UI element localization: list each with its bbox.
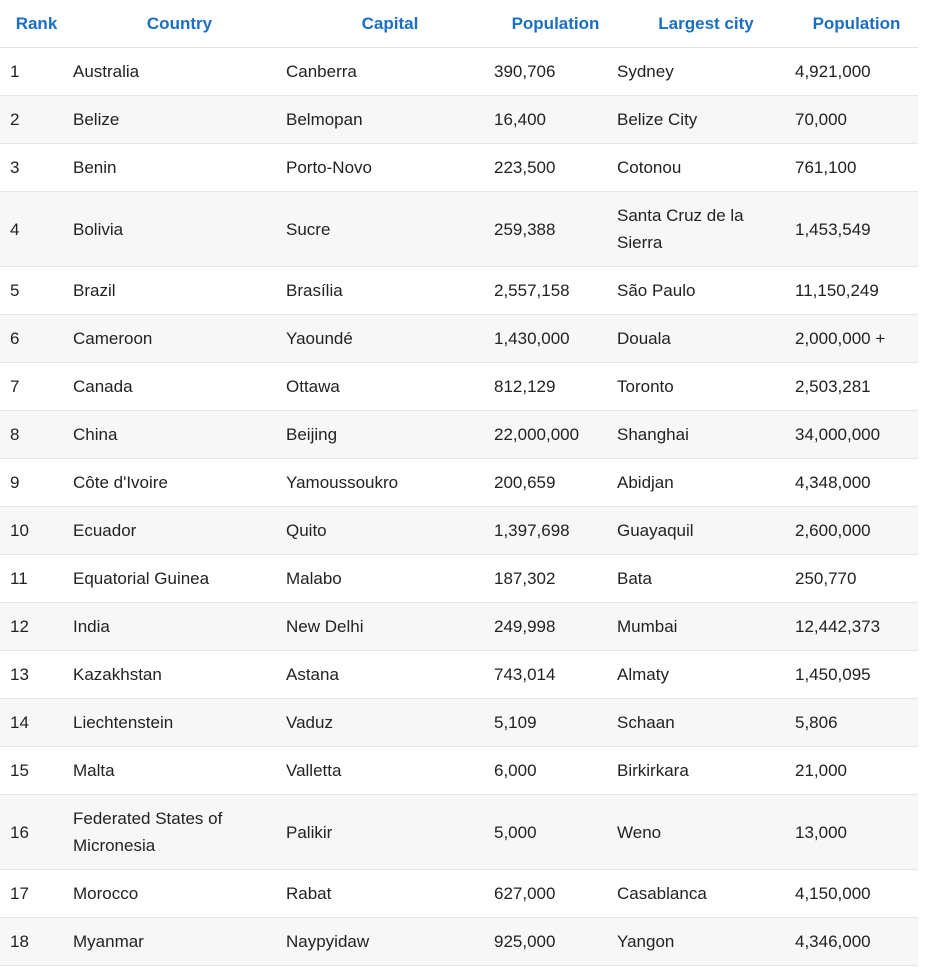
cell-largest-city: Bata (617, 555, 795, 603)
cell-largest-city: Schaan (617, 699, 795, 747)
cell-rank: 12 (0, 603, 73, 651)
header-capital-population[interactable]: Population (494, 0, 617, 48)
cell-country: Australia (73, 48, 286, 96)
cell-city-population: 250,770 (795, 555, 918, 603)
table-row (0, 507, 918, 555)
cell-country: Ecuador (73, 507, 286, 555)
cell-country: India (73, 603, 286, 651)
cell-country: Morocco (73, 870, 286, 918)
cell-rank: 5 (0, 267, 73, 315)
table-row (0, 459, 918, 507)
cell-city-population: 34,000,000 (795, 411, 918, 459)
cell-largest-city: Sydney (617, 48, 795, 96)
cell-capital: Brasília (286, 267, 494, 315)
table-row (0, 363, 918, 411)
cell-capital-population: 2,557,158 (494, 267, 617, 315)
cell-capital: New Delhi (286, 603, 494, 651)
cell-capital-population: 1,430,000 (494, 315, 617, 363)
cell-largest-city: Birkirkara (617, 747, 795, 795)
table-row (0, 870, 918, 918)
cell-country: Cameroon (73, 315, 286, 363)
table-row (0, 315, 918, 363)
cell-largest-city: Santa Cruz de la Sierra (617, 192, 795, 267)
cell-country: Equatorial Guinea (73, 555, 286, 603)
cell-capital-population: 16,400 (494, 96, 617, 144)
cell-capital-population: 5,109 (494, 699, 617, 747)
cell-capital: Porto-Novo (286, 144, 494, 192)
cell-rank: 16 (0, 795, 73, 870)
cell-rank: 1 (0, 48, 73, 96)
cell-largest-city: Abidjan (617, 459, 795, 507)
cell-city-population: 21,000 (795, 747, 918, 795)
cell-country: Myanmar (73, 918, 286, 966)
cell-city-population: 4,150,000 (795, 870, 918, 918)
cell-capital: Sucre (286, 192, 494, 267)
cell-capital: Astana (286, 651, 494, 699)
cell-capital-population: 5,000 (494, 795, 617, 870)
table-row (0, 411, 918, 459)
cell-rank: 10 (0, 507, 73, 555)
cell-capital-population: 200,659 (494, 459, 617, 507)
cell-city-population: 1,450,095 (795, 651, 918, 699)
table-row (0, 651, 918, 699)
cell-city-population: 4,348,000 (795, 459, 918, 507)
cell-capital-population: 925,000 (494, 918, 617, 966)
cell-rank: 17 (0, 870, 73, 918)
cell-city-population: 4,921,000 (795, 48, 918, 96)
table-row (0, 699, 918, 747)
cell-capital: Valletta (286, 747, 494, 795)
cell-capital: Vaduz (286, 699, 494, 747)
cell-rank: 2 (0, 96, 73, 144)
table-row (0, 603, 918, 651)
cell-country: Côte d'Ivoire (73, 459, 286, 507)
cell-capital: Naypyidaw (286, 918, 494, 966)
cell-country: Liechtenstein (73, 699, 286, 747)
table-row (0, 96, 918, 144)
cell-rank: 4 (0, 192, 73, 267)
cell-capital-population: 223,500 (494, 144, 617, 192)
cell-capital: Palikir (286, 795, 494, 870)
cell-capital: Quito (286, 507, 494, 555)
cell-rank: 11 (0, 555, 73, 603)
table-row (0, 918, 918, 966)
table-row (0, 48, 918, 96)
cell-capital-population: 743,014 (494, 651, 617, 699)
cell-rank: 3 (0, 144, 73, 192)
cell-city-population: 2,600,000 (795, 507, 918, 555)
cell-country: Belize (73, 96, 286, 144)
cell-country: Bolivia (73, 192, 286, 267)
cell-city-population: 13,000 (795, 795, 918, 870)
header-row (0, 0, 918, 48)
cell-capital: Yamoussoukro (286, 459, 494, 507)
table-row (0, 267, 918, 315)
cell-largest-city: Weno (617, 795, 795, 870)
cell-capital: Belmopan (286, 96, 494, 144)
header-city-population[interactable]: Population (795, 0, 918, 48)
cell-largest-city: Shanghai (617, 411, 795, 459)
cell-capital: Ottawa (286, 363, 494, 411)
table-row (0, 192, 918, 267)
cell-capital-population: 187,302 (494, 555, 617, 603)
cell-rank: 18 (0, 918, 73, 966)
cell-capital-population: 627,000 (494, 870, 617, 918)
cell-rank: 8 (0, 411, 73, 459)
table-row (0, 795, 918, 870)
cell-largest-city: Toronto (617, 363, 795, 411)
cell-largest-city: Belize City (617, 96, 795, 144)
cell-country: China (73, 411, 286, 459)
cell-capital: Beijing (286, 411, 494, 459)
cell-city-population: 761,100 (795, 144, 918, 192)
cell-largest-city: Douala (617, 315, 795, 363)
cell-largest-city: São Paulo (617, 267, 795, 315)
cell-city-population: 12,442,373 (795, 603, 918, 651)
cell-country: Malta (73, 747, 286, 795)
cell-largest-city: Yangon (617, 918, 795, 966)
cell-largest-city: Casablanca (617, 870, 795, 918)
cell-rank: 15 (0, 747, 73, 795)
cell-capital-population: 259,388 (494, 192, 617, 267)
cell-city-population: 11,150,249 (795, 267, 918, 315)
header-largest-city[interactable]: Largest city (617, 0, 795, 48)
cell-city-population: 4,346,000 (795, 918, 918, 966)
cell-country: Kazakhstan (73, 651, 286, 699)
cell-capital: Malabo (286, 555, 494, 603)
cell-largest-city: Mumbai (617, 603, 795, 651)
cell-city-population: 2,000,000 + (795, 315, 918, 363)
cell-capital-population: 6,000 (494, 747, 617, 795)
cell-country: Brazil (73, 267, 286, 315)
header-country[interactable]: Country (73, 0, 286, 48)
cell-country: Benin (73, 144, 286, 192)
table-row (0, 144, 918, 192)
cell-capital: Yaoundé (286, 315, 494, 363)
table-header (0, 0, 918, 48)
cell-capital-population: 390,706 (494, 48, 617, 96)
cell-rank: 6 (0, 315, 73, 363)
cell-country: Federated States of Micronesia (73, 795, 286, 870)
table-body (0, 48, 918, 966)
cell-rank: 9 (0, 459, 73, 507)
cell-city-population: 70,000 (795, 96, 918, 144)
cell-city-population: 1,453,549 (795, 192, 918, 267)
cell-rank: 13 (0, 651, 73, 699)
cell-city-population: 2,503,281 (795, 363, 918, 411)
cell-city-population: 5,806 (795, 699, 918, 747)
cell-capital: Canberra (286, 48, 494, 96)
cell-rank: 7 (0, 363, 73, 411)
cell-capital-population: 812,129 (494, 363, 617, 411)
cell-capital-population: 249,998 (494, 603, 617, 651)
cell-largest-city: Guayaquil (617, 507, 795, 555)
header-rank[interactable]: Rank (0, 0, 73, 48)
header-capital[interactable]: Capital (286, 0, 494, 48)
cell-country: Canada (73, 363, 286, 411)
cell-largest-city: Almaty (617, 651, 795, 699)
cell-capital: Rabat (286, 870, 494, 918)
cell-rank: 14 (0, 699, 73, 747)
table-row (0, 747, 918, 795)
cell-capital-population: 1,397,698 (494, 507, 617, 555)
cell-capital-population: 22,000,000 (494, 411, 617, 459)
cell-largest-city: Cotonou (617, 144, 795, 192)
table-row (0, 555, 918, 603)
